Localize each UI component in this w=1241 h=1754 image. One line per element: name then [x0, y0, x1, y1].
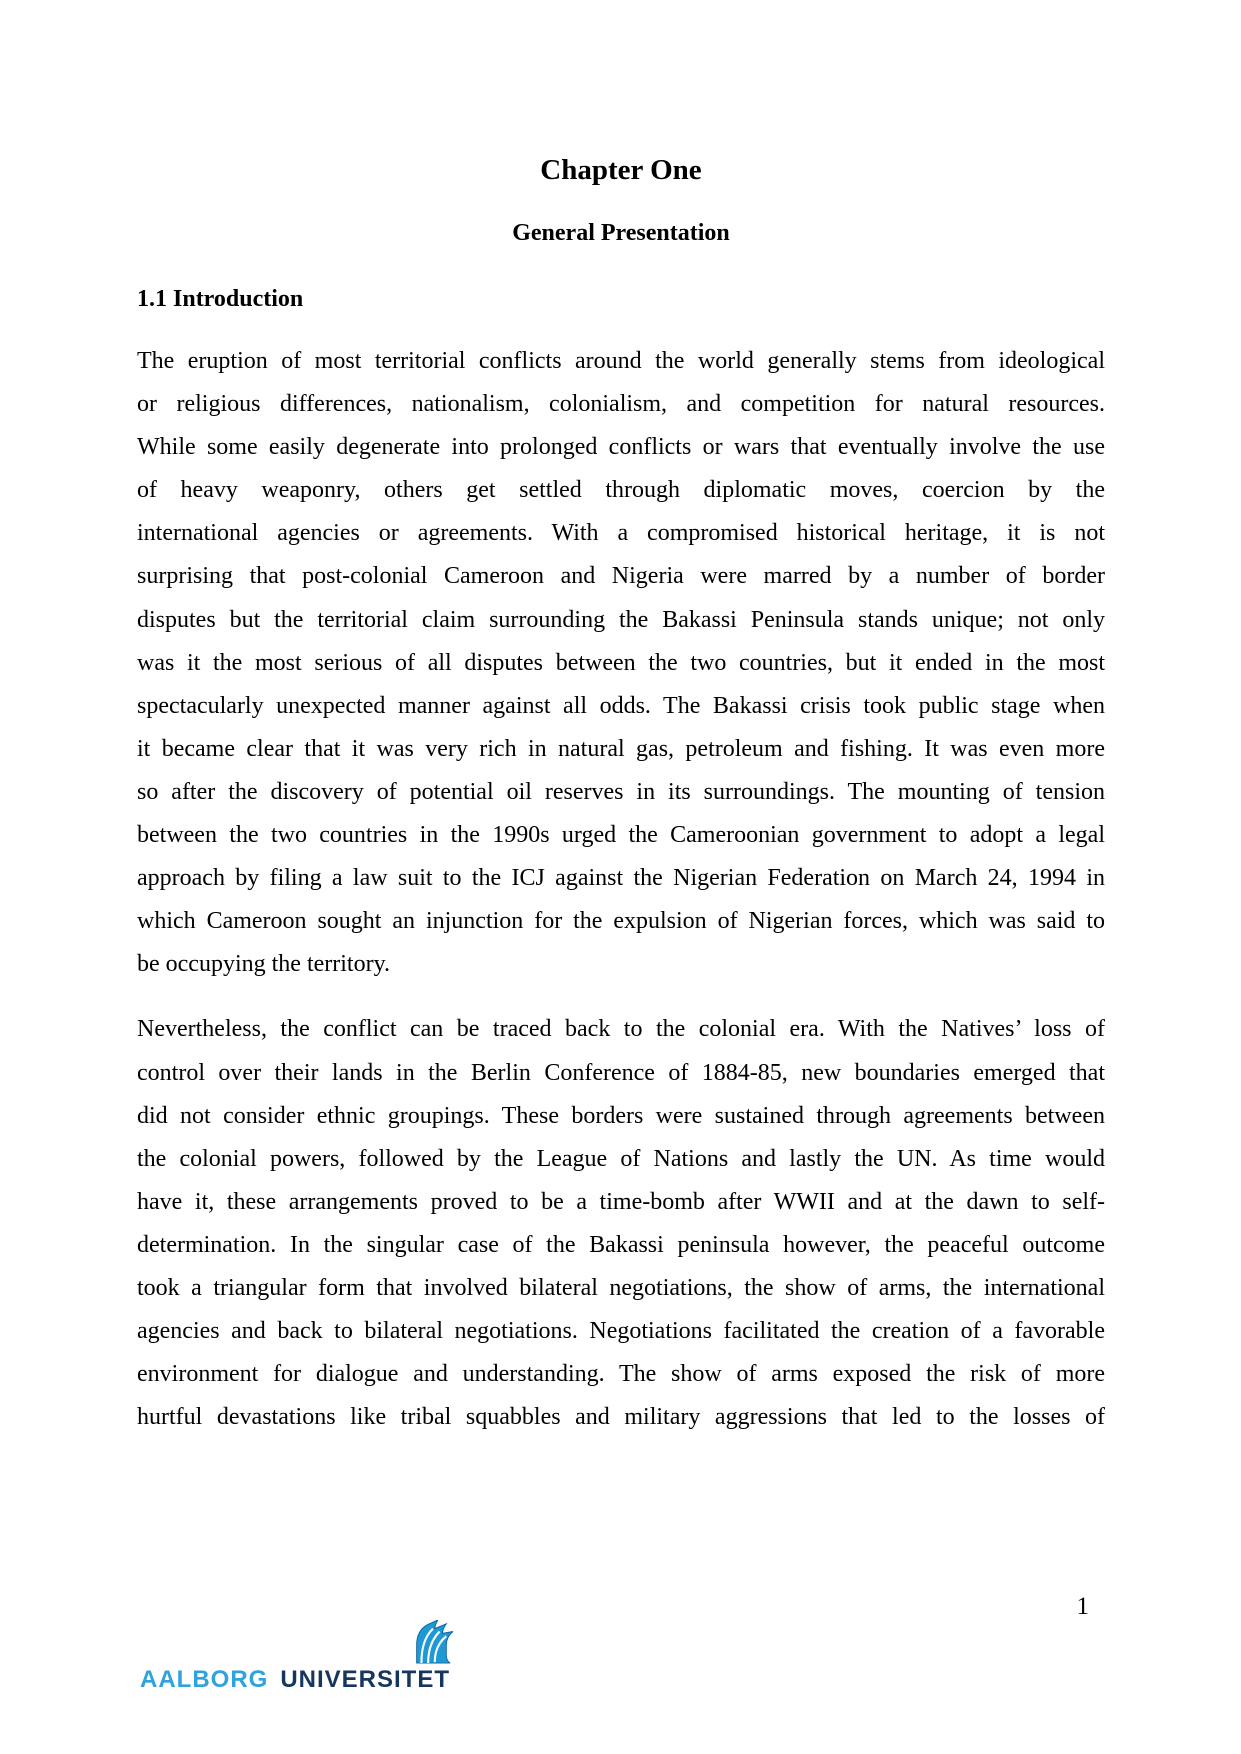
- text-line: approach by filing a law suit to the ICJ against the Nigerian Federation on March 24, 1994 in: [137, 865, 1105, 892]
- text-line: surprising that post-colonial Cameroon and Nigeria were marred by a number of border: [137, 563, 1105, 590]
- paragraph: [137, 340, 1105, 986]
- body-text: [137, 340, 1105, 1439]
- text-line: the colonial powers, followed by the League of Nations and lastly the UN. As time would: [137, 1145, 1105, 1172]
- page-content: [137, 0, 1105, 1439]
- text-line: of heavy weaponry, others get settled through diplomatic moves, coercion by the: [137, 477, 1105, 504]
- text-line: environment for dialogue and understanding. The show of arms exposed the risk of more: [137, 1361, 1105, 1388]
- text-line: was it the most serious of all disputes between the two countries, but it ended in the most: [137, 649, 1105, 676]
- text-line: While some easily degenerate into prolonged conflicts or wars that eventually involve the use: [137, 434, 1105, 461]
- text-line: be occupying the territory.: [137, 951, 391, 978]
- text-line: Nevertheless, the conflict can be traced back to the colonial era. With the Natives’ loss of: [137, 1016, 1105, 1043]
- text-line: which Cameroon sought an injunction for the expulsion of Nigerian forces, which was said to: [137, 908, 1105, 935]
- text-line: spectacularly unexpected manner against all odds. The Bakassi crisis took public stage when: [137, 692, 1105, 719]
- text-line: it became clear that it was very rich in natural gas, petroleum and fishing. It was even more: [137, 735, 1105, 762]
- text-line: control over their lands in the Berlin Conference of 1884-85, new boundaries emerged that: [137, 1059, 1105, 1086]
- paragraph: [137, 1008, 1105, 1439]
- aalborg-university-logo: [140, 1620, 500, 1700]
- text-line: or religious differences, nationalism, colonialism, and competition for natural resources.: [137, 391, 1105, 418]
- text-line: have it, these arrangements proved to be a time-bomb after WWII and at the dawn to self-: [137, 1188, 1105, 1215]
- logo-text: [140, 1666, 450, 1694]
- text-line: agencies and back to bilateral negotiations. Negotiations facilitated the creation of a favorable: [137, 1318, 1105, 1345]
- section-title: General Presentation: [512, 220, 730, 246]
- text-line: The eruption of most territorial conflicts around the world generally stems from ideological: [137, 348, 1105, 374]
- text-line: did not consider ethnic groupings. These borders were sustained through agreements between: [137, 1102, 1105, 1129]
- subsection-heading: 1.1 Introduction: [137, 286, 304, 312]
- text-line: hurtful devastations like tribal squabbles and military aggressions that led to the losses of: [137, 1404, 1105, 1431]
- text-line: international agencies or agreements. With a compromised historical heritage, it is not: [137, 520, 1105, 547]
- logo-text-aalborg: AALBORG: [140, 1666, 269, 1693]
- text-line: determination. In the singular case of the Bakassi peninsula however, the peaceful outcome: [137, 1231, 1105, 1258]
- logo-text-universitet: UNIVERSITET: [280, 1666, 451, 1693]
- text-line: took a triangular form that involved bilateral negotiations, the show of arms, the international: [137, 1274, 1105, 1301]
- page-number: 1: [1076, 1593, 1089, 1620]
- text-line: so after the discovery of potential oil reserves in its surroundings. The mounting of tension: [137, 778, 1105, 805]
- text-line: between the two countries in the 1990s urged the Cameroonian government to adopt a legal: [137, 822, 1105, 849]
- text-line: disputes but the territorial claim surrounding the Bakassi Peninsula stands unique; not only: [137, 606, 1105, 633]
- chapter-title: Chapter One: [540, 154, 702, 186]
- waterfall-icon: [408, 1620, 454, 1664]
